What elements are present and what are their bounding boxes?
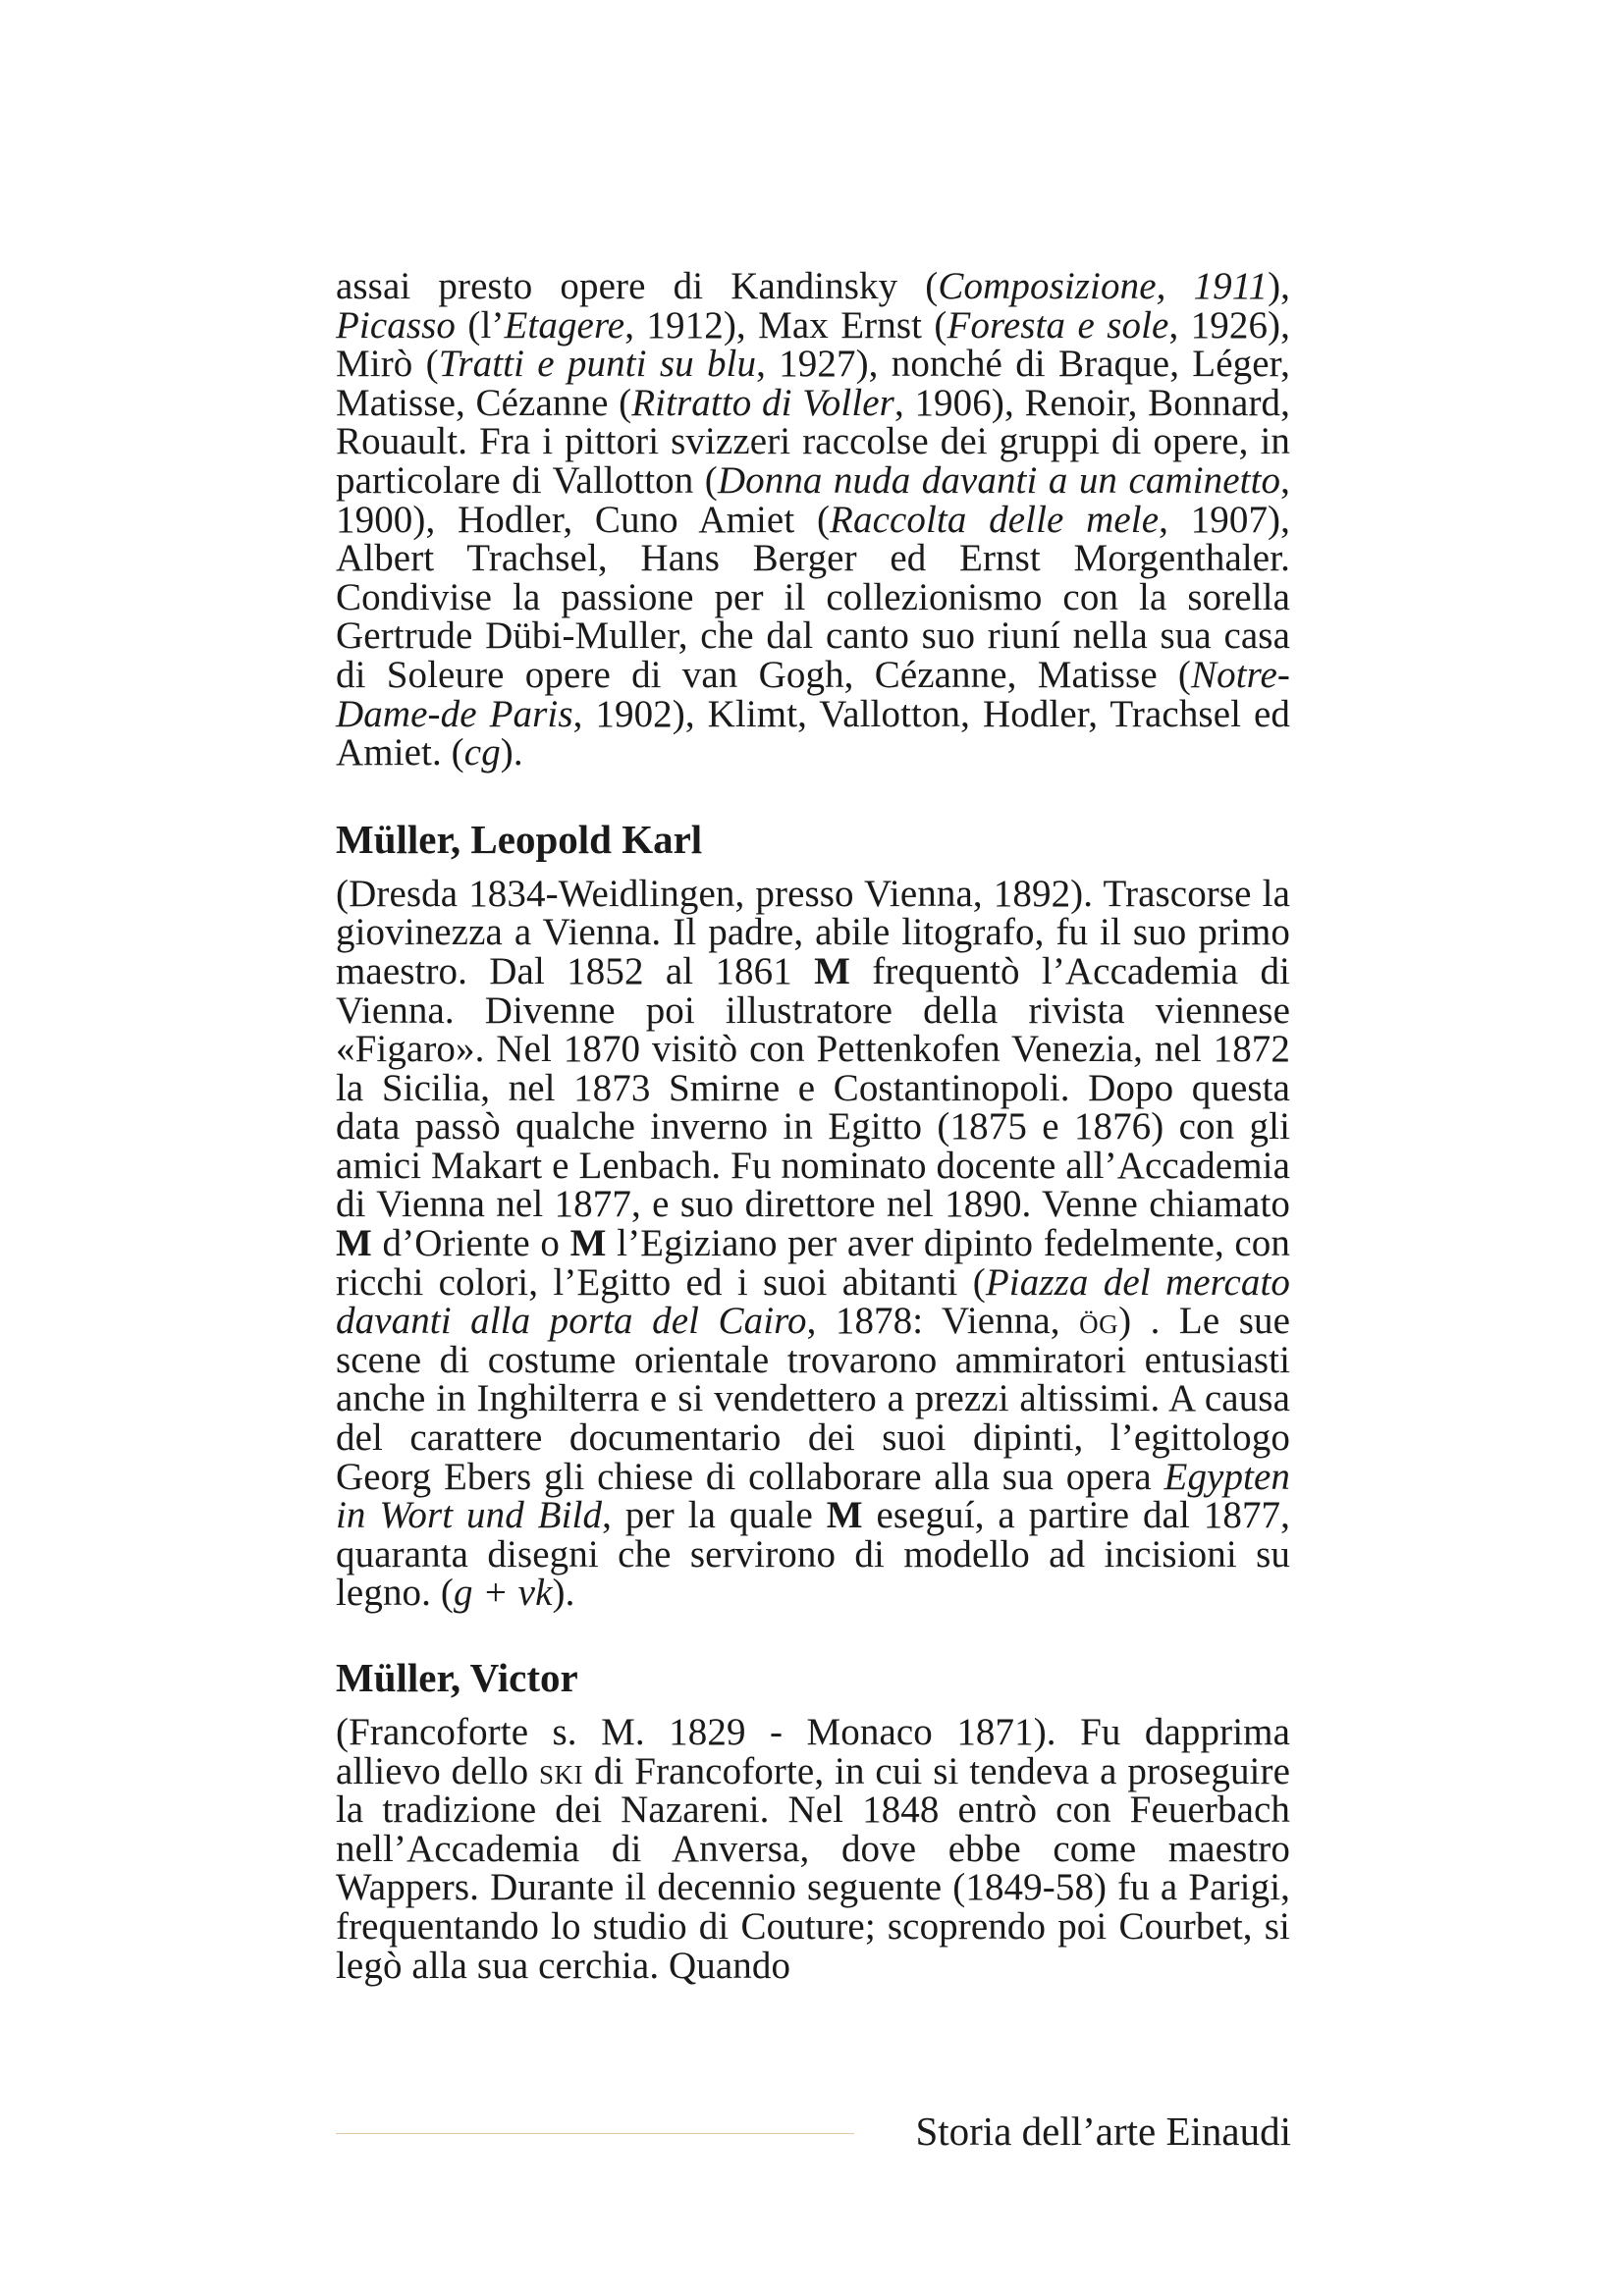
text-run: ), xyxy=(1268,265,1291,307)
text-run: , 1900), Hodler, Cuno Amiet ( xyxy=(336,458,1290,541)
entry-title-muller-leopold-karl: Müller, Leopold Karl xyxy=(336,816,703,862)
text-run: , 1902), Klimt, Vallotton, Hodler, Trachsel ed Amiet. ( xyxy=(336,692,1290,774)
bold-run: M xyxy=(569,1222,607,1265)
entry-body-muller-victor xyxy=(336,1713,1290,1985)
text-run: , 1927), nonché di Braque, Léger, Matisse, Cézanne ( xyxy=(336,343,1290,424)
entry-title-muller-victor: Müller, Victor xyxy=(336,1655,578,1700)
italic-run: Composizione, 1911 xyxy=(938,265,1269,307)
entry-body-muller-leopold-karl xyxy=(336,872,1291,1615)
text-run: ). xyxy=(500,731,523,774)
bold-run: M xyxy=(336,1222,372,1265)
text-run: eseguí, a partire dal 1877, quaranta disegni che servirono di modello ad incisioni su legno. ( xyxy=(336,1494,1290,1615)
footer-publication-title: Storia dell’arte Einaudi xyxy=(915,2109,1291,2154)
italic-run: Ritratto di Voller xyxy=(631,381,894,424)
text-run: di Francoforte, in cui si tendeva a proseguire la tradizione dei Nazareni. Nel 1848 entrò con Feuerbach nell’Accademia di Anversa, dove ebbe come maestro Wappers. Durante il decennio seguente (1849-58) fu a Parigi, frequentando lo studio di Couture; scoprendo poi Courbet, si legò alla sua cerchia. Quando xyxy=(336,1749,1290,1987)
italic-run: cg xyxy=(463,731,501,774)
text-run: , 1878: Vienna, xyxy=(806,1300,1080,1343)
text-run: ) . Le sue scene di costume orientale trovarono ammiratori entusiasti anche in Inghilterra e si vendettero a prezzi altissimi. A causa del carattere documentario dei suoi dipinti, l’egittologo Georg Ebers gli chiese di collaborare alla sua opera xyxy=(336,1300,1290,1498)
italic-run: g + vk xyxy=(453,1572,553,1615)
text-run: ). xyxy=(552,1572,575,1615)
text-run: l’Egiziano per aver dipinto fedelmente, con ricchi colori, l’Egitto ed i suoi abitanti ( xyxy=(336,1222,1291,1304)
italic-run: Tratti e punti su blu xyxy=(438,343,757,386)
italic-run: Donna nuda davanti a un caminetto xyxy=(717,458,1281,502)
italic-run: Foresta e sole xyxy=(947,303,1169,347)
text-run: (Dresda 1834-Weidlingen, presso Vienna, 1892). Trascorse la giovinezza a Vienna. Il padre, abile litografo, fu il suo primo maestro. Dal 1852 al 1861 xyxy=(336,872,1290,992)
small-caps-run: ski xyxy=(539,1749,584,1792)
bold-run: M xyxy=(814,949,851,992)
italic-run: Egypten in Wort und Bild xyxy=(336,1455,1290,1537)
italic-run: Piazza del mercato davanti alla porta del Cairo xyxy=(336,1260,1291,1343)
text-run: , 1912), Max Ernst ( xyxy=(624,303,947,347)
text-run: (l’ xyxy=(456,303,505,347)
italic-run: Etagere xyxy=(504,303,625,347)
text-run: assai presto opere di Kandinsky ( xyxy=(336,265,939,307)
italic-run: Raccolta delle mele xyxy=(830,498,1160,541)
text-run: , per la quale xyxy=(602,1494,827,1537)
bold-run: M xyxy=(826,1494,863,1537)
italic-run: Notre-Dame-de Paris xyxy=(336,653,1290,735)
text-run: (Francoforte s. M. 1829 - Monaco 1871). Fu dapprima allievo dello xyxy=(336,1711,1290,1792)
italic-run: Picasso xyxy=(336,303,457,347)
footer-rule xyxy=(336,2133,854,2134)
text-run: frequentò l’Accademia di Vienna. Divenne poi illustratore della rivista viennese «Figaro». Nel 1870 visitò con Pettenkofen Venezia, nel 1872 la Sicilia, nel 1873 Smirne e Costantinopoli. Dopo questa data passò qualche inverno in Egitto (1875 e 1876) con gli amici Makart e Lenbach. Fu nominato docente all’Accademia di Vienna nel 1877, e suo direttore nel 1890. Venne chiamato xyxy=(336,949,1290,1226)
text-run: , 1906), Renoir, Bonnard, Rouault. Fra i pittori svizzeri raccolse dei gruppi di opere, in particolare di Vallotton ( xyxy=(336,381,1290,502)
small-caps-run: ög xyxy=(1079,1300,1119,1343)
text-run: , 1926), Mirò ( xyxy=(336,303,1290,386)
text-run: d’Oriente o xyxy=(371,1222,570,1265)
text-run: , 1907), Albert Trachsel, Hans Berger ed Ernst Morgenthaler. Condivise la passione per il collezionismo con la sorella Gertrude Dübi-Muller, che dal canto suo riuní nella sua casa di Soleure opere di van Gogh, Cézanne, Matisse ( xyxy=(336,498,1290,696)
intro-paragraph xyxy=(336,267,1290,773)
page-body xyxy=(336,267,1290,1985)
